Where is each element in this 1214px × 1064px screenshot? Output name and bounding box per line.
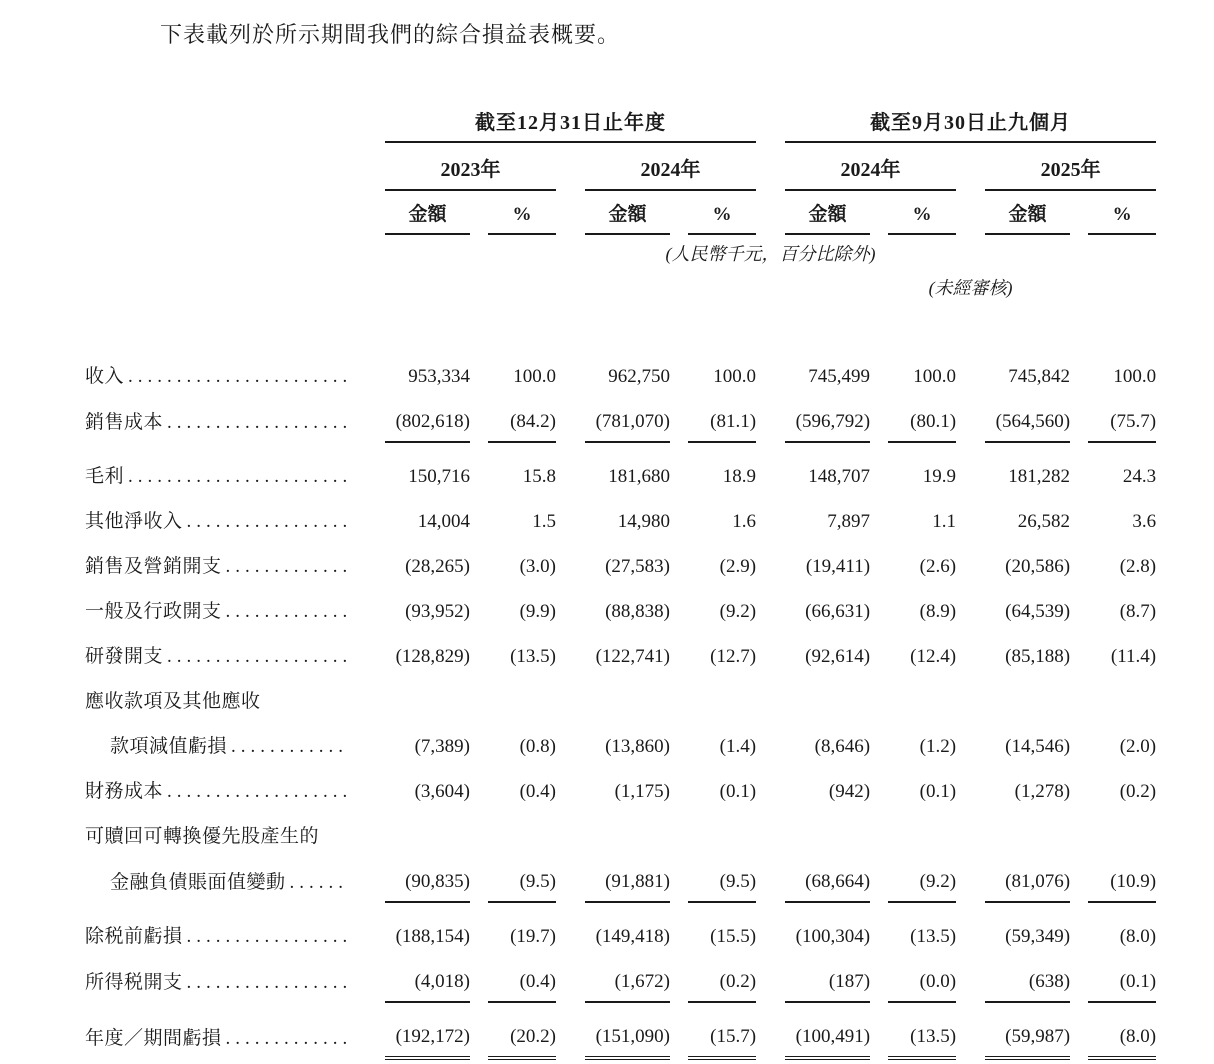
column-spacer bbox=[470, 388, 488, 442]
cell-value: (66,631) bbox=[805, 601, 871, 622]
column-spacer bbox=[956, 488, 985, 533]
column-spacer bbox=[870, 902, 888, 948]
cell-value: (85,188) bbox=[1005, 646, 1071, 667]
year-header-2023: 2023年 bbox=[385, 142, 556, 190]
column-spacer bbox=[756, 848, 785, 902]
cell-value: (1.2) bbox=[919, 736, 957, 757]
table-row bbox=[85, 442, 1156, 488]
column-spacer bbox=[870, 758, 888, 803]
row-label bbox=[85, 623, 385, 668]
row-label-text: 收入 bbox=[85, 366, 125, 387]
year-header-2024: 2024年 bbox=[585, 142, 756, 190]
year-header-row bbox=[85, 142, 1156, 190]
column-spacer bbox=[556, 848, 585, 902]
row-label-text: 研發開支 bbox=[85, 646, 164, 667]
row-label bbox=[85, 902, 385, 948]
cell-value: 14,004 bbox=[417, 511, 470, 532]
column-spacer bbox=[470, 623, 488, 668]
cell-value: 1.5 bbox=[532, 511, 556, 532]
empty-cells bbox=[385, 803, 1156, 848]
column-spacer bbox=[870, 1002, 888, 1058]
cell-value: (10.9) bbox=[1088, 848, 1156, 902]
leader-dots bbox=[290, 872, 347, 894]
column-spacer bbox=[870, 388, 888, 442]
column-spacer bbox=[956, 713, 985, 758]
cell-value: 181,680 bbox=[608, 466, 670, 487]
cell-value: (1,175) bbox=[614, 781, 670, 802]
cell-value: 100.0 bbox=[513, 366, 556, 387]
column-spacer bbox=[670, 848, 688, 902]
cell-value: (13.5) bbox=[510, 646, 556, 667]
year-header-2024-9m: 2024年 bbox=[785, 142, 956, 190]
cell-value: (942) bbox=[828, 781, 871, 802]
cell-value: (596,792) bbox=[785, 388, 870, 442]
leader-dots bbox=[167, 781, 347, 803]
column-spacer bbox=[870, 578, 888, 623]
row-label-text: 銷售及營銷開支 bbox=[85, 556, 222, 577]
cell-value: (12.7) bbox=[710, 646, 757, 667]
column-spacer bbox=[956, 533, 985, 578]
row-label-text: 其他淨收入 bbox=[85, 511, 183, 532]
cell-value: (81,076) bbox=[985, 848, 1070, 902]
cell-value: 100.0 bbox=[913, 366, 957, 387]
cell-value: (192,172) bbox=[385, 1002, 470, 1058]
cell-value: (81.1) bbox=[688, 388, 756, 442]
cell-value: (0.0) bbox=[888, 948, 956, 1002]
table-row bbox=[85, 533, 1156, 578]
cell-value: (88,838) bbox=[605, 601, 670, 622]
cell-value: (14,546) bbox=[1005, 736, 1071, 757]
column-spacer bbox=[756, 488, 785, 533]
cell-value: (9.5) bbox=[488, 848, 556, 902]
cell-value: (802,618) bbox=[385, 388, 470, 442]
column-spacer bbox=[956, 578, 985, 623]
cell-value: (8.9) bbox=[919, 601, 957, 622]
row-label-text: 年度／期間虧損 bbox=[85, 1028, 222, 1049]
row-label-text: 所得税開支 bbox=[85, 972, 183, 993]
table-row bbox=[85, 758, 1156, 803]
cell-value: (84.2) bbox=[488, 388, 556, 442]
cell-value: (8.0) bbox=[1119, 926, 1157, 947]
row-label-text: 除税前虧損 bbox=[85, 926, 183, 947]
column-spacer bbox=[1070, 442, 1088, 488]
cell-value: 18.9 bbox=[722, 466, 757, 487]
cell-value: (4,018) bbox=[385, 948, 470, 1002]
intro-text: 下表載列於所示期間我們的綜合損益表概要。 bbox=[160, 22, 621, 47]
table-row bbox=[85, 902, 1156, 948]
row-label-text: 應收款項及其他應收 bbox=[85, 691, 261, 712]
cell-value: (3.0) bbox=[519, 556, 556, 577]
leader-dots bbox=[187, 511, 347, 533]
cell-value: (638) bbox=[985, 948, 1070, 1002]
cell-value: (0.1) bbox=[719, 781, 757, 802]
row-label bbox=[85, 488, 385, 533]
cell-value: (0.4) bbox=[519, 781, 556, 802]
cell-value: (80.1) bbox=[888, 388, 956, 442]
cell-value: (59,349) bbox=[1005, 926, 1071, 947]
row-label bbox=[85, 388, 385, 442]
row-label bbox=[85, 533, 385, 578]
cell-value: (75.7) bbox=[1088, 388, 1156, 442]
cell-value: (2.9) bbox=[719, 556, 757, 577]
cell-value: (15.7) bbox=[688, 1002, 756, 1058]
row-label-text: 銷售成本 bbox=[85, 412, 164, 433]
leader-dots bbox=[226, 601, 347, 623]
period-group-header-nine-months: 截至9月30日止九個月 bbox=[785, 106, 1156, 142]
empty-cells bbox=[385, 668, 1156, 713]
cell-value: (91,881) bbox=[585, 848, 670, 902]
column-spacer bbox=[756, 533, 785, 578]
column-spacer bbox=[756, 623, 785, 668]
column-spacer bbox=[870, 488, 888, 533]
amount-header: 金額 bbox=[385, 190, 470, 234]
cell-value: (0.2) bbox=[688, 948, 756, 1002]
table-row bbox=[85, 388, 1156, 442]
cell-value: 150,716 bbox=[408, 466, 470, 487]
column-spacer bbox=[556, 623, 585, 668]
column-spacer bbox=[956, 948, 985, 1002]
column-spacer bbox=[1070, 713, 1088, 758]
table-row bbox=[85, 948, 1156, 1002]
cell-value: (9.5) bbox=[688, 848, 756, 902]
cell-value: 1.1 bbox=[932, 511, 957, 532]
column-spacer bbox=[670, 902, 688, 948]
year-header-2025-9m: 2025年 bbox=[985, 142, 1156, 190]
spacer-row bbox=[85, 303, 1156, 343]
cell-value: 19.9 bbox=[922, 466, 957, 487]
column-spacer bbox=[870, 442, 888, 488]
column-spacer bbox=[470, 442, 488, 488]
column-spacer bbox=[1070, 948, 1088, 1002]
cell-value: (11.4) bbox=[1110, 646, 1157, 667]
leader-dots bbox=[231, 736, 347, 758]
column-spacer bbox=[470, 848, 488, 902]
cell-value: (2.0) bbox=[1119, 736, 1157, 757]
column-spacer bbox=[870, 343, 888, 388]
row-label bbox=[85, 848, 385, 902]
column-spacer bbox=[756, 343, 785, 388]
row-label bbox=[85, 578, 385, 623]
column-spacer bbox=[870, 533, 888, 578]
units-note-row bbox=[85, 234, 1156, 269]
column-spacer bbox=[470, 758, 488, 803]
column-spacer bbox=[956, 343, 985, 388]
cell-value: (3,604) bbox=[414, 781, 470, 802]
amount-header: 金額 bbox=[585, 190, 670, 234]
column-spacer bbox=[556, 343, 585, 388]
cell-value: (13.5) bbox=[910, 926, 957, 947]
cell-value: (59,987) bbox=[985, 1002, 1070, 1058]
percent-header: % bbox=[488, 190, 556, 234]
period-header-row bbox=[85, 106, 1156, 142]
cell-value: (90,835) bbox=[385, 848, 470, 902]
income-statement-table bbox=[85, 106, 1156, 1060]
column-spacer bbox=[556, 902, 585, 948]
cell-value: (187) bbox=[785, 948, 870, 1002]
column-spacer bbox=[956, 902, 985, 948]
cell-value: 26,582 bbox=[1017, 511, 1071, 532]
column-spacer bbox=[756, 1002, 785, 1058]
column-spacer bbox=[670, 948, 688, 1002]
table-row bbox=[85, 803, 1156, 848]
column-spacer bbox=[670, 713, 688, 758]
table-row bbox=[85, 848, 1156, 902]
table-row bbox=[85, 343, 1156, 388]
leader-dots bbox=[187, 926, 347, 948]
cell-value: (9.2) bbox=[719, 601, 757, 622]
cell-value: (149,418) bbox=[595, 926, 670, 947]
leader-dots bbox=[226, 556, 347, 578]
column-spacer bbox=[956, 442, 985, 488]
cell-value: 962,750 bbox=[608, 366, 670, 387]
table-row bbox=[85, 578, 1156, 623]
row-label bbox=[85, 343, 385, 388]
column-spacer bbox=[556, 578, 585, 623]
cell-value: (151,090) bbox=[585, 1002, 670, 1058]
row-label bbox=[85, 803, 385, 848]
cell-value: 100.0 bbox=[713, 366, 757, 387]
cell-value: (564,560) bbox=[985, 388, 1070, 442]
column-spacer bbox=[1070, 578, 1088, 623]
cell-value: (8.0) bbox=[1088, 1002, 1156, 1058]
column-spacer bbox=[870, 848, 888, 902]
cell-value: (1,278) bbox=[1014, 781, 1071, 802]
table-row bbox=[85, 713, 1156, 758]
column-spacer bbox=[470, 948, 488, 1002]
cell-value: (12.4) bbox=[910, 646, 957, 667]
row-label-text: 可贖回可轉換優先股產生的 bbox=[85, 826, 320, 847]
column-spacer bbox=[556, 388, 585, 442]
cell-value: 745,499 bbox=[808, 366, 871, 387]
cell-value: 14,980 bbox=[617, 511, 670, 532]
leader-dots bbox=[128, 366, 347, 388]
column-spacer bbox=[870, 948, 888, 1002]
cell-value: (8.7) bbox=[1119, 601, 1157, 622]
measure-header-row bbox=[85, 190, 1156, 234]
column-spacer bbox=[1070, 902, 1088, 948]
unaudited-note: (未經審核) bbox=[928, 278, 1013, 298]
cell-value: (122,741) bbox=[595, 646, 670, 667]
cell-value: (1.4) bbox=[719, 736, 757, 757]
leader-dots bbox=[167, 412, 347, 434]
table-row bbox=[85, 623, 1156, 668]
amount-header: 金額 bbox=[785, 190, 870, 234]
cell-value: (28,265) bbox=[405, 556, 470, 577]
column-spacer bbox=[1070, 533, 1088, 578]
cell-value: 953,334 bbox=[408, 366, 470, 387]
column-spacer bbox=[756, 578, 785, 623]
row-label-text: 金融負債賬面值變動 bbox=[110, 872, 286, 893]
cell-value: (15.5) bbox=[710, 926, 757, 947]
column-spacer bbox=[670, 442, 688, 488]
column-spacer bbox=[670, 1002, 688, 1058]
cell-value: (2.8) bbox=[1119, 556, 1157, 577]
cell-value: (0.2) bbox=[1119, 781, 1157, 802]
amount-header: 金額 bbox=[985, 190, 1070, 234]
cell-value: (19.7) bbox=[510, 926, 556, 947]
column-spacer bbox=[956, 1002, 985, 1058]
column-spacer bbox=[756, 902, 785, 948]
row-label bbox=[85, 442, 385, 488]
column-spacer bbox=[1070, 848, 1088, 902]
cell-value: (781,070) bbox=[585, 388, 670, 442]
column-spacer bbox=[470, 488, 488, 533]
cell-value: 745,842 bbox=[1008, 366, 1071, 387]
cell-value: (0.4) bbox=[488, 948, 556, 1002]
cell-value: (100,304) bbox=[795, 926, 871, 947]
column-spacer bbox=[956, 848, 985, 902]
cell-value: (2.6) bbox=[919, 556, 957, 577]
unaudited-note-row bbox=[85, 269, 1156, 303]
cell-value: (100,491) bbox=[785, 1002, 870, 1058]
column-spacer bbox=[670, 488, 688, 533]
percent-header: % bbox=[888, 190, 956, 234]
table-body bbox=[85, 343, 1156, 1058]
column-spacer bbox=[556, 713, 585, 758]
column-spacer bbox=[556, 442, 585, 488]
column-spacer bbox=[956, 623, 985, 668]
units-note: (人民幣千元，百分比除外) bbox=[665, 244, 876, 264]
column-spacer bbox=[956, 758, 985, 803]
column-spacer bbox=[670, 578, 688, 623]
percent-header: % bbox=[688, 190, 756, 234]
cell-value: 24.3 bbox=[1122, 466, 1157, 487]
table-row bbox=[85, 1002, 1156, 1058]
cell-value: 15.8 bbox=[522, 466, 556, 487]
column-spacer bbox=[1070, 1002, 1088, 1058]
table-row bbox=[85, 488, 1156, 533]
cell-value: (20.2) bbox=[488, 1002, 556, 1058]
cell-value: (7,389) bbox=[414, 736, 470, 757]
column-spacer bbox=[1070, 388, 1088, 442]
cell-value: (93,952) bbox=[405, 601, 470, 622]
column-spacer bbox=[670, 388, 688, 442]
leader-dots bbox=[128, 466, 347, 488]
column-spacer bbox=[756, 442, 785, 488]
cell-value: (92,614) bbox=[805, 646, 871, 667]
leader-dots bbox=[226, 1028, 347, 1050]
column-spacer bbox=[1070, 623, 1088, 668]
cell-value: (68,664) bbox=[785, 848, 870, 902]
column-spacer bbox=[756, 758, 785, 803]
row-label bbox=[85, 668, 385, 713]
cell-value: (64,539) bbox=[1005, 601, 1071, 622]
column-spacer bbox=[756, 388, 785, 442]
column-spacer bbox=[470, 533, 488, 578]
percent-header: % bbox=[1088, 190, 1156, 234]
column-spacer bbox=[470, 343, 488, 388]
cell-value: 1.6 bbox=[732, 511, 757, 532]
column-spacer bbox=[470, 713, 488, 758]
column-spacer bbox=[956, 388, 985, 442]
leader-dots bbox=[187, 972, 347, 994]
row-label bbox=[85, 948, 385, 1002]
row-label-text: 毛利 bbox=[85, 466, 125, 487]
cell-value: (13,860) bbox=[605, 736, 670, 757]
cell-value: 7,897 bbox=[827, 511, 871, 532]
column-spacer bbox=[1070, 758, 1088, 803]
cell-value: (9.2) bbox=[888, 848, 956, 902]
column-spacer bbox=[470, 902, 488, 948]
column-spacer bbox=[1070, 343, 1088, 388]
row-label bbox=[85, 758, 385, 803]
leader-dots bbox=[167, 646, 347, 668]
column-spacer bbox=[556, 488, 585, 533]
cell-value: (13.5) bbox=[888, 1002, 956, 1058]
table-row bbox=[85, 668, 1156, 713]
row-label bbox=[85, 713, 385, 758]
cell-value: (8,646) bbox=[814, 736, 871, 757]
column-spacer bbox=[470, 578, 488, 623]
cell-value: (9.9) bbox=[519, 601, 556, 622]
cell-value: 3.6 bbox=[1132, 511, 1157, 532]
column-spacer bbox=[670, 623, 688, 668]
column-spacer bbox=[870, 713, 888, 758]
cell-value: 100.0 bbox=[1113, 366, 1157, 387]
cell-value: 181,282 bbox=[1008, 466, 1071, 487]
row-label bbox=[85, 1002, 385, 1058]
cell-value: (19,411) bbox=[805, 556, 871, 577]
cell-value: (0.8) bbox=[519, 736, 556, 757]
column-spacer bbox=[1070, 488, 1088, 533]
cell-value: (0.1) bbox=[919, 781, 957, 802]
column-spacer bbox=[556, 1002, 585, 1058]
column-spacer bbox=[870, 623, 888, 668]
column-spacer bbox=[670, 343, 688, 388]
cell-value: (0.1) bbox=[1088, 948, 1156, 1002]
cell-value: 148,707 bbox=[808, 466, 871, 487]
cell-value: (27,583) bbox=[605, 556, 670, 577]
column-spacer bbox=[556, 948, 585, 1002]
column-spacer bbox=[756, 713, 785, 758]
column-spacer bbox=[670, 758, 688, 803]
cell-value: (128,829) bbox=[395, 646, 470, 667]
row-label-text: 財務成本 bbox=[85, 781, 164, 802]
period-group-header-annual: 截至12月31日止年度 bbox=[385, 106, 756, 142]
column-spacer bbox=[756, 948, 785, 1002]
column-spacer bbox=[670, 533, 688, 578]
row-label-text: 款項減值虧損 bbox=[110, 736, 228, 757]
column-spacer bbox=[470, 1002, 488, 1058]
column-spacer bbox=[556, 758, 585, 803]
cell-value: (20,586) bbox=[1005, 556, 1071, 577]
column-spacer bbox=[556, 533, 585, 578]
row-label-text: 一般及行政開支 bbox=[85, 601, 222, 622]
cell-value: (1,672) bbox=[585, 948, 670, 1002]
cell-value: (188,154) bbox=[395, 926, 470, 947]
